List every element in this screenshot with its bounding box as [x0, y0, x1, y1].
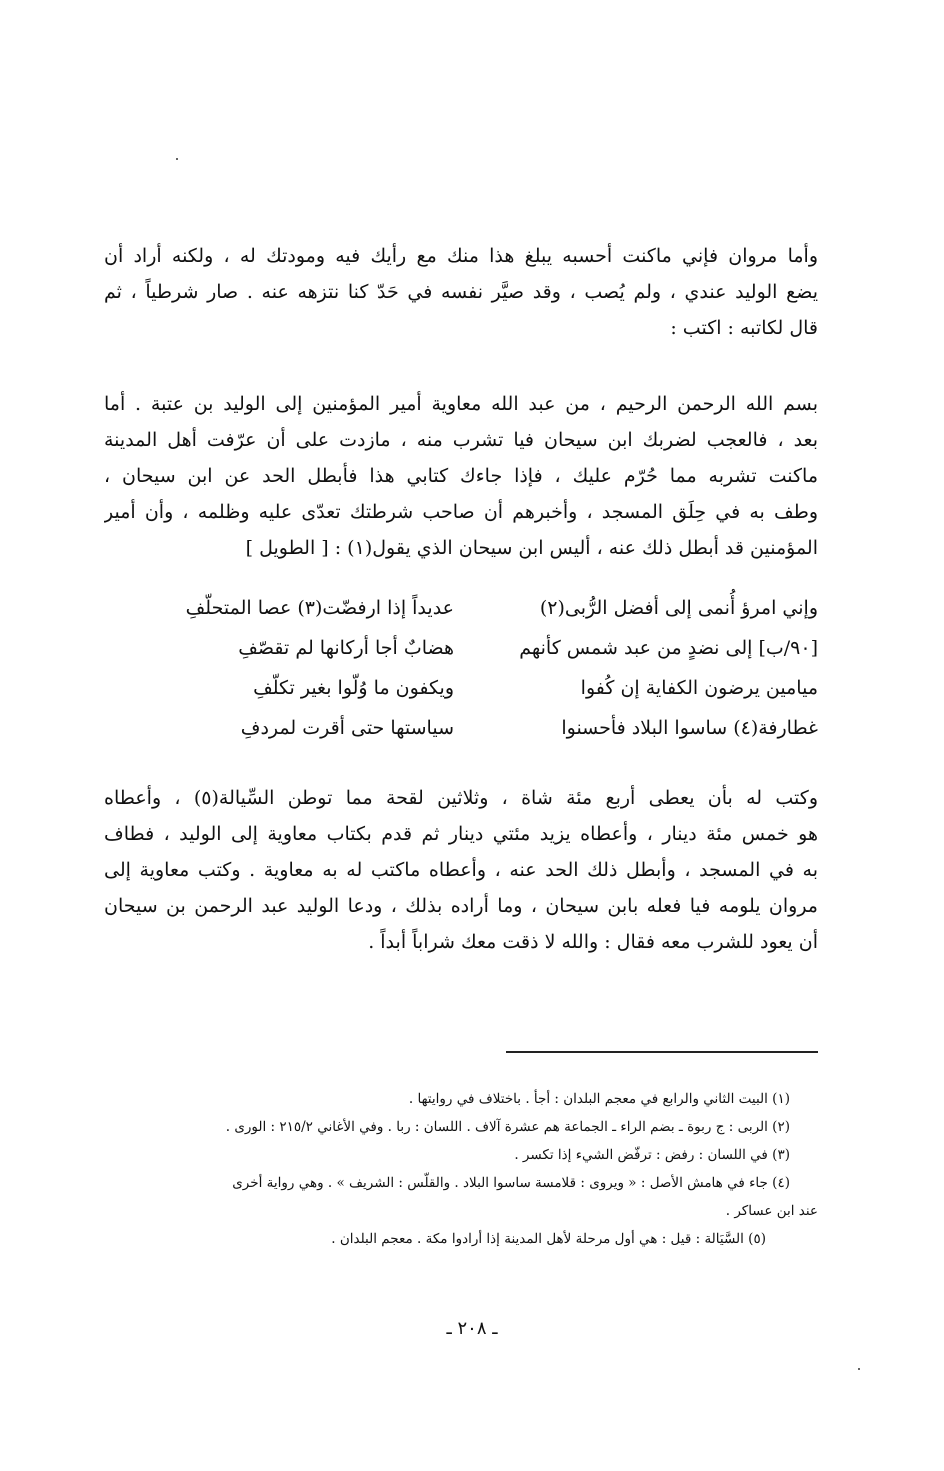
footnote: (٥) السَّيَالة : قيل : هي أول مرحلة لأهل المدينة إذا أرادوا مكة . معجم البلدان . — [331, 1231, 766, 1247]
text-line: به في المسجد ، وأبطل ذلك الحد عنه ، وأعطاه ماكتب له به معاوية . وكتب معاوية إلى — [104, 859, 818, 881]
footnote: (٢) الربى : ج ربوة ـ بضم الراء ـ الجماعة هم عشرة آلاف . اللسان : ربا . وفي الأغاني ٢١٥/٢ : الورى . — [225, 1119, 790, 1135]
text-line: المؤمنين قد أبطل ذلك عنه ، أليس ابن سيحان الذي يقول(١) : [ الطويل ] — [245, 537, 818, 559]
footnote-separator — [506, 1051, 818, 1053]
poem — [104, 588, 818, 748]
footnote: (٤) جاء في هامش الأصل : « ويروى : قلامسة ساسوا البلاد . والقلّس : الشريف » . وهي رواية أخرى — [232, 1175, 790, 1191]
verse — [104, 588, 818, 628]
verse — [104, 668, 818, 708]
verse-first-hemistich: ميامين يرضون الكفاية إن كُفوا — [580, 677, 818, 699]
paragraph-1 — [104, 238, 818, 346]
verse-first-hemistich: غطارفة(٤) ساسوا البلاد فأحسنوا — [561, 717, 818, 739]
verse-second-hemistich: هضابٌ أجا أركانها لم تقصّفِ — [238, 637, 454, 659]
speck — [176, 158, 178, 160]
text-line: وطف به في حِلَق المسجد ، وأخبرهم أن صاحب شرطتك تعدّى عليه وظلمه ، وأن أمير — [104, 501, 818, 523]
text-line: بعد ، فالعجب لضربك ابن سيحان فيا تشرب منه ، مازدت على أن عرّفت أهل المدينة — [104, 429, 818, 451]
verse-second-hemistich: عديداً إذا ارفضّت(٣) عصا المتحلّفِ — [185, 597, 454, 619]
text-line: يضع الوليد عندي ، ولم يُصب ، وقد صيَّر نفسه في حَدّ كنا نتزهه عنه . صار شرطياً ، ثم — [104, 281, 818, 303]
text-line: وكتب له بأن يعطى أربع مئة شاة ، وثلاثين لقحة مما توطن السِّيالة(٥) ، وأعطاه — [104, 787, 818, 809]
text-line: مروان يلومه فيا فعله بابن سيحان ، وما أراده بذلك ، ودعا الوليد عبد الرحمن بن سيحان — [104, 895, 818, 917]
text-line: هو خمس مئة دينار ، وأعطاه يزيد مئتي دينار ثم قدم بكتاب معاوية إلى الوليد ، فطاف — [104, 823, 818, 845]
paragraph-2 — [104, 386, 818, 566]
paragraph-3 — [104, 780, 818, 960]
text-line: وأما مروان فإني ماكنت أحسبه يبلغ هذا منك مع رأيك فيه ومودتك له ، ولكنه أراد أن — [104, 245, 818, 267]
footnote: (١) البيت الثاني والرابع في معجم البلدان : أجأ . باختلاف في روايتها . — [408, 1091, 790, 1107]
text-line: أن يعود للشرب معه فقال : والله لا ذقت معك شراباً أبداً . — [368, 931, 818, 953]
footnotes — [104, 1085, 818, 1253]
footnote: (٣) في اللسان : رفض : ترفّض الشيء إذا تكسر . — [514, 1147, 790, 1163]
verse — [104, 708, 818, 748]
verse-first-hemistich: [٩٠/ب] إلى نضدٍ من عبد شمس كأنهم — [519, 637, 818, 659]
page-number: ـ ٢٠٨ ـ — [446, 1318, 498, 1339]
footnote-continuation: عند ابن عساكر . — [725, 1203, 818, 1219]
verse-second-hemistich: ويكفون ما وُلّوا بغير تكلّفِ — [253, 677, 454, 699]
text-line: بسم الله الرحمن الرحيم ، من عبد الله معاوية أمير المؤمنين إلى الوليد بن عتبة . أما — [104, 393, 818, 415]
verse — [104, 628, 818, 668]
text-line: قال لكاتبه : اكتب : — [670, 317, 818, 339]
text-line: ماكنت تشربه مما حُرّم عليك ، فإذا جاءك كتابي هذا فأبطل الحد عن ابن سيحان ، — [104, 465, 818, 487]
speck — [858, 1368, 860, 1370]
verse-second-hemistich: سياستها حتى أقرت لمردفِ — [240, 717, 454, 739]
verse-first-hemistich: وإني امرؤ أُنمى إلى أفضل الرُّبى(٢) — [539, 597, 818, 619]
